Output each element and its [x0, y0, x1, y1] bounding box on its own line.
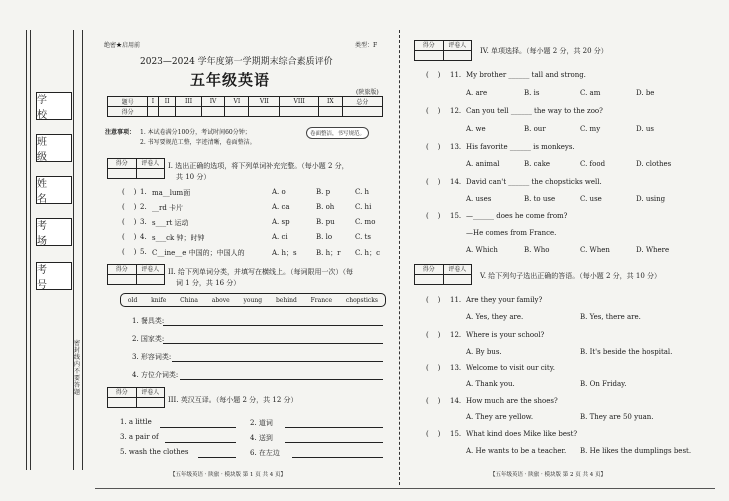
option: C. ts — [355, 233, 371, 241]
category-answer-line[interactable] — [163, 343, 383, 344]
exam-number-text: 考 号 — [37, 265, 53, 291]
score-entry-cell[interactable] — [148, 107, 158, 117]
year-title: 2023—2024 学年度第一学期期末综合素质评价 — [140, 57, 333, 67]
option: B. oh — [316, 203, 335, 211]
option: D. be — [636, 89, 655, 97]
score-entry-cell[interactable] — [280, 107, 319, 117]
option: D. using — [636, 195, 666, 203]
option: B. They are 50 yuan. — [580, 413, 654, 421]
question-number: 2. — [140, 203, 147, 211]
option: C. h — [355, 188, 370, 196]
question-stem: Can you tell ______ the way to the zoo? — [466, 107, 603, 115]
grader-score-field[interactable] — [415, 275, 443, 284]
score-table-cell: 得分 — [108, 107, 148, 117]
word-bank-word: knife — [151, 296, 167, 304]
score-entry-cell[interactable] — [158, 107, 176, 117]
option: B. He likes the dumplings best. — [580, 447, 692, 455]
word-bank — [120, 293, 386, 307]
translation-item: 1. a little — [120, 418, 152, 426]
grader-reviewer-label: 评卷人 — [136, 388, 165, 397]
translation-answer-line[interactable] — [198, 457, 236, 458]
section4-title: IV. 单项选择。（每小题 2 分，共 20 分） — [480, 47, 608, 55]
section3-title: III. 英汉互译。（每小题 2 分，共 12 分） — [168, 396, 298, 404]
grader-reviewer-field[interactable] — [443, 51, 472, 60]
translation-answer-line[interactable] — [285, 442, 383, 443]
answer-paren[interactable]: ( ) — [426, 143, 441, 151]
option: D. us — [636, 125, 654, 133]
score-table-cell: III — [176, 97, 201, 107]
grader-score-field[interactable] — [108, 275, 136, 284]
score-entry-cell[interactable] — [225, 107, 249, 117]
score-entry-cell[interactable] — [318, 107, 342, 117]
score-entry-cell[interactable] — [249, 107, 280, 117]
word-bank-word: young — [243, 296, 263, 304]
option: D. clothes — [636, 160, 672, 168]
option: B. cake — [524, 160, 551, 168]
word-bank-word: France — [310, 296, 333, 304]
category-label-tableware: 1. 餐具类: — [132, 317, 165, 325]
answer-paren[interactable]: ( ) — [122, 218, 137, 226]
category-answer-line[interactable] — [180, 379, 383, 380]
answer-paren[interactable]: ( ) — [426, 178, 441, 186]
score-table-score-row — [108, 107, 383, 117]
grader-reviewer-field[interactable] — [443, 275, 472, 284]
grader-reviewer-label: 评卷人 — [443, 265, 472, 274]
option: C. mo — [355, 218, 376, 226]
seal-line — [73, 30, 74, 470]
grader-box — [107, 158, 165, 179]
question-stem: —______ does he come from? — [466, 212, 568, 220]
grader-score-field[interactable] — [415, 51, 443, 60]
option: A. animal — [466, 160, 500, 168]
seal-line — [82, 30, 83, 470]
grader-reviewer-field[interactable] — [136, 275, 165, 284]
option: B. pu — [316, 218, 335, 226]
section5-title: V. 给下列句子选出正确的答语。（每小题 2 分，共 10 分） — [480, 272, 662, 280]
answer-paren[interactable]: ( ) — [426, 430, 441, 438]
question-stem: Welcome to visit our city. — [466, 364, 555, 372]
score-entry-cell[interactable] — [176, 107, 201, 117]
question-stem: C__ine__e 中国的；中国人的 — [152, 249, 245, 257]
answer-paren[interactable]: ( ) — [122, 248, 137, 256]
category-label-adjective: 3. 形容词类: — [132, 353, 172, 361]
option: A. By bus. — [466, 348, 502, 356]
word-bank-word: behind — [275, 296, 297, 304]
edition-label: (陕旅版) — [356, 89, 379, 96]
score-table-header-row — [108, 97, 383, 107]
option: B. lo — [316, 233, 333, 241]
page-divider — [399, 30, 400, 485]
section1-title-cont: 共 10 分） — [176, 173, 211, 181]
secret-label: 绝密★启用前 — [104, 42, 141, 49]
question-stem: ma__lum面 — [152, 189, 191, 197]
option: C. h；c — [355, 249, 380, 257]
question-stem: How much are the shoes? — [466, 397, 558, 405]
option: B. On Friday. — [580, 380, 627, 388]
option: A. Yes, they are. — [466, 313, 524, 321]
exam-room-label — [36, 218, 72, 246]
question-number: 11. — [450, 71, 462, 79]
option: A. They are yellow. — [466, 413, 534, 421]
option: A. h；s — [272, 249, 297, 257]
translation-item: 6. 在左边 — [250, 449, 280, 457]
grader-reviewer-label: 评卷人 — [136, 265, 165, 274]
word-bank-word: chopsticks — [345, 296, 379, 304]
notes-line-2: 2. 书写要规范工整，字迹清晰，卷面整洁。 — [140, 139, 256, 146]
grader-box — [414, 264, 472, 285]
translation-item: 4. 送到 — [250, 434, 273, 442]
option: B. p — [316, 188, 331, 196]
score-table-cell: 题号 — [108, 97, 148, 107]
question-stem: David can't ______ the chopsticks well. — [466, 178, 602, 186]
question-stem: Where is your school? — [466, 331, 545, 339]
option: A. ci — [272, 233, 288, 241]
score-entry-cell[interactable] — [342, 107, 382, 117]
question-stem: His favorite ______ is monkeys. — [466, 143, 575, 151]
translation-answer-line[interactable] — [165, 442, 236, 443]
school-label — [36, 92, 72, 120]
exam-number-label — [36, 262, 72, 290]
question-stem: s___ck 钟；时钟 — [152, 234, 205, 242]
name-label — [36, 176, 72, 204]
answer-paren[interactable]: ( ) — [426, 107, 441, 115]
score-table-cell: IX — [318, 97, 342, 107]
option: B. Yes, there are. — [580, 313, 641, 321]
grader-score-label: 得分 — [422, 42, 435, 49]
option: C. food — [580, 160, 606, 168]
seal-text: 密封线内不要答题 — [74, 340, 81, 396]
grader-score-field[interactable] — [108, 169, 136, 178]
grader-reviewer-label: 评卷人 — [443, 41, 472, 50]
question-stem: __rd 卡片 — [152, 204, 184, 212]
option: A. ca — [272, 203, 290, 211]
class-text: 班 级 — [37, 137, 53, 163]
exam-room-text: 考 场 — [37, 221, 53, 247]
question-number: 5. — [140, 248, 147, 256]
answer-paren[interactable]: ( ) — [426, 331, 441, 339]
option: C. my — [580, 125, 601, 133]
category-label-country: 2. 国家类: — [132, 335, 165, 343]
score-table-cell: II — [158, 97, 176, 107]
score-table-cell: I — [148, 97, 158, 107]
option: D. Where — [636, 246, 670, 254]
binding-line — [26, 30, 27, 470]
binding-line — [30, 30, 31, 470]
option: A. sp — [272, 218, 290, 226]
answer-paren[interactable]: ( ) — [122, 203, 137, 211]
translation-item: 3. a pair of — [120, 433, 159, 441]
question-stem-reply: —He comes from France. — [466, 229, 557, 237]
section2-title: II. 给下列单词分类，并填写在横线上。（每词限用一次）（每 — [168, 268, 353, 276]
question-number: 15. — [450, 212, 462, 220]
category-answer-line[interactable] — [172, 361, 383, 362]
option: C. use — [580, 195, 602, 203]
answer-paren[interactable]: ( ) — [426, 71, 441, 79]
option: C. hi — [355, 203, 372, 211]
score-table-cell: 总分 — [342, 97, 382, 107]
score-table-cell: IV — [201, 97, 225, 107]
category-answer-line[interactable] — [163, 325, 383, 326]
answer-paren[interactable]: ( ) — [426, 296, 441, 304]
grader-box — [107, 264, 165, 285]
main-title: 五年级英语 — [190, 71, 271, 89]
grader-score-label: 得分 — [115, 389, 128, 396]
notes-label: 注意事项： — [105, 129, 136, 136]
grader-score-label: 得分 — [115, 160, 128, 167]
option: A. Which — [466, 246, 498, 254]
word-bank-word: China — [180, 296, 198, 304]
grader-score-label: 得分 — [115, 266, 128, 273]
grader-reviewer-field[interactable] — [136, 398, 165, 407]
class-label — [36, 134, 72, 162]
question-number: 12. — [450, 107, 462, 115]
question-stem: s___rt 运动 — [152, 219, 189, 227]
grader-box — [414, 40, 472, 61]
option: B. h；r — [316, 249, 341, 257]
score-table-cell: VIII — [280, 97, 319, 107]
option: B. is — [524, 89, 540, 97]
category-label-preposition: 4. 方位介词类: — [132, 371, 179, 379]
translation-answer-line[interactable] — [160, 427, 236, 428]
question-number: 1. — [140, 188, 147, 196]
grader-reviewer-field[interactable] — [136, 169, 165, 178]
answer-paren[interactable]: ( ) — [426, 364, 441, 372]
question-stem: My brother ______ tall and strong. — [466, 71, 586, 79]
question-stem: Are they your family? — [466, 296, 543, 304]
option: A. uses — [466, 195, 492, 203]
option: B. It's beside the hospital. — [580, 348, 673, 356]
question-number: 13. — [450, 143, 462, 151]
score-table-cell: VI — [225, 97, 249, 107]
option: C. When — [580, 246, 610, 254]
translation-answer-line[interactable] — [285, 427, 383, 428]
score-table-cell: VII — [249, 97, 280, 107]
score-entry-cell[interactable] — [201, 107, 225, 117]
option: A. o — [272, 188, 286, 196]
question-stem: What kind does Mike like best? — [466, 430, 578, 438]
option: B. Who — [524, 246, 550, 254]
question-number: 14. — [450, 178, 462, 186]
bottom-edge — [95, 488, 715, 489]
question-number: 11. — [450, 296, 462, 304]
school-text: 学 校 — [37, 95, 53, 121]
word-bank-word: old — [127, 296, 138, 304]
option: C. am — [580, 89, 601, 97]
score-table — [107, 96, 383, 117]
translation-item: 2. 道词 — [250, 419, 273, 427]
question-number: 15. — [450, 430, 462, 438]
grader-score-field[interactable] — [108, 398, 136, 407]
question-number: 3. — [140, 218, 147, 226]
answer-paren[interactable]: ( ) — [122, 233, 137, 241]
notes-line-1: 1. 本试卷满分100分，考试时间60分钟； — [140, 129, 251, 136]
option: B. to use — [524, 195, 556, 203]
answer-paren[interactable]: ( ) — [426, 212, 441, 220]
question-number: 4. — [140, 233, 147, 241]
footer-page-2: 【五年级英语 · 陕旅 · 模块版 第 2 页 共 4 页】 — [490, 472, 606, 478]
translation-item: 5. wash the clothes — [120, 448, 189, 456]
type-label: 类型：F — [355, 42, 378, 49]
option: A. we — [466, 125, 486, 133]
word-bank-word: above — [211, 296, 230, 304]
name-text: 姓 名 — [37, 179, 53, 205]
grader-reviewer-label: 评卷人 — [136, 159, 165, 168]
question-number: 13. — [450, 364, 462, 372]
option: A. are — [466, 89, 488, 97]
translation-answer-line[interactable] — [292, 457, 383, 458]
grader-score-label: 得分 — [422, 266, 435, 273]
footer-page-1: 【五年级英语 · 陕旅 · 模块版 第 1 页 共 4 页】 — [170, 472, 286, 478]
section1-title: I. 选出正确的选项，将下列单词补充完整。（每小题 2 分， — [168, 162, 349, 170]
option: A. Thank you. — [466, 380, 515, 388]
question-number: 14. — [450, 397, 462, 405]
option: B. our — [524, 125, 546, 133]
grader-box — [107, 387, 165, 408]
neatness-stamp: 卷面整洁，书写规范。 — [306, 127, 369, 139]
answer-paren[interactable]: ( ) — [122, 188, 137, 196]
answer-paren[interactable]: ( ) — [426, 397, 441, 405]
section2-title-cont: 词 1 分，共 16 分） — [176, 279, 241, 287]
option: A. He wants to be a teacher. — [466, 447, 567, 455]
question-number: 12. — [450, 331, 462, 339]
